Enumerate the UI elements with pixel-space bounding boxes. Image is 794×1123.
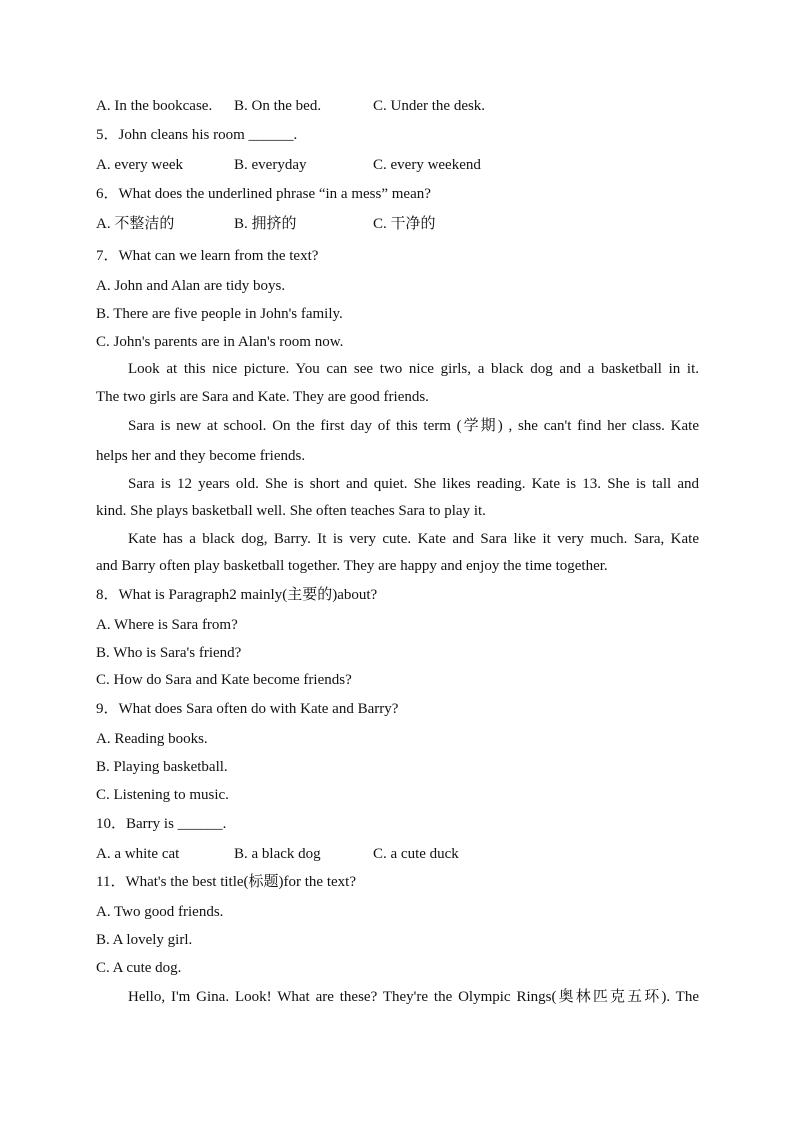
q11-option-a: A. Two good friends. xyxy=(96,904,224,920)
q8-option-b: B. Who is Sara's friend? xyxy=(96,645,242,661)
passage2-paragraph3-line2: kind. She plays basketball well. She often teaches Sara to play it. xyxy=(96,503,486,519)
q7-option-a: A. John and Alan are tidy boys. xyxy=(96,278,286,294)
q5-option-b: B. everyday xyxy=(234,157,307,173)
q4-option-a: A. In the bookcase. xyxy=(96,98,213,114)
q8-question: 8．What is Paragraph2 mainly(主要的)about? xyxy=(96,587,378,603)
q11-option-b: B. A lovely girl. xyxy=(96,932,193,948)
q10-option-b: B. a black dog xyxy=(234,846,321,862)
q6-option-a: A. 不整洁的 xyxy=(96,216,175,232)
passage2-paragraph2-line2: helps her and they become friends. xyxy=(96,448,306,464)
q6-question: 6．What does the underlined phrase “in a mess” mean? xyxy=(96,186,431,202)
q10-question: 10．Barry is ______. xyxy=(96,816,227,832)
q7-option-b: B. There are five people in John's family. xyxy=(96,306,343,322)
q5-question: 5．John cleans his room ______. xyxy=(96,127,298,143)
passage2-paragraph2-line1: Sara is new at school. On the first day of this term (学期) , she can't find her class. Kate xyxy=(128,418,699,434)
q9-option-b: B. Playing basketball. xyxy=(96,759,228,775)
passage2-paragraph4-line1: Kate has a black dog, Barry. It is very cute. Kate and Sara like it very much. Sara, Kate xyxy=(128,531,699,547)
q8-option-a: A. Where is Sara from? xyxy=(96,617,238,633)
q8-option-c: C. How do Sara and Kate become friends? xyxy=(96,672,352,688)
q5-option-c: C. every weekend xyxy=(373,157,481,173)
q6-option-b: B. 拥挤的 xyxy=(234,216,297,232)
passage2-paragraph1-line2: The two girls are Sara and Kate. They are good friends. xyxy=(96,389,429,405)
q7-option-c: C. John's parents are in Alan's room now. xyxy=(96,334,344,350)
q4-option-c: C. Under the desk. xyxy=(373,98,486,114)
q11-question: 11．What's the best title(标题)for the text? xyxy=(96,874,356,890)
q6-option-c: C. 干净的 xyxy=(373,216,436,232)
q11-option-c: C. A cute dog. xyxy=(96,960,182,976)
q5-option-a: A. every week xyxy=(96,157,184,173)
q9-option-c: C. Listening to music. xyxy=(96,787,229,803)
passage2-paragraph1-line1: Look at this nice picture. You can see two nice girls, a black dog and a basketball in it. xyxy=(128,361,699,377)
q9-option-a: A. Reading books. xyxy=(96,731,208,747)
passage3-line1: Hello, I'm Gina. Look! What are these? They're the Olympic Rings(奥林匹克五环). The xyxy=(128,989,699,1005)
q4-option-b: B. On the bed. xyxy=(234,98,322,114)
passage2-paragraph4-line2: and Barry often play basketball together. They are happy and enjoy the time together. xyxy=(96,558,608,574)
passage2-paragraph3-line1: Sara is 12 years old. She is short and quiet. She likes reading. Kate is 13. She is tall and xyxy=(128,476,699,492)
q7-question: 7．What can we learn from the text? xyxy=(96,248,319,264)
q9-question: 9．What does Sara often do with Kate and Barry? xyxy=(96,701,399,717)
q10-option-c: C. a cute duck xyxy=(373,846,459,862)
q10-option-a: A. a white cat xyxy=(96,846,180,862)
